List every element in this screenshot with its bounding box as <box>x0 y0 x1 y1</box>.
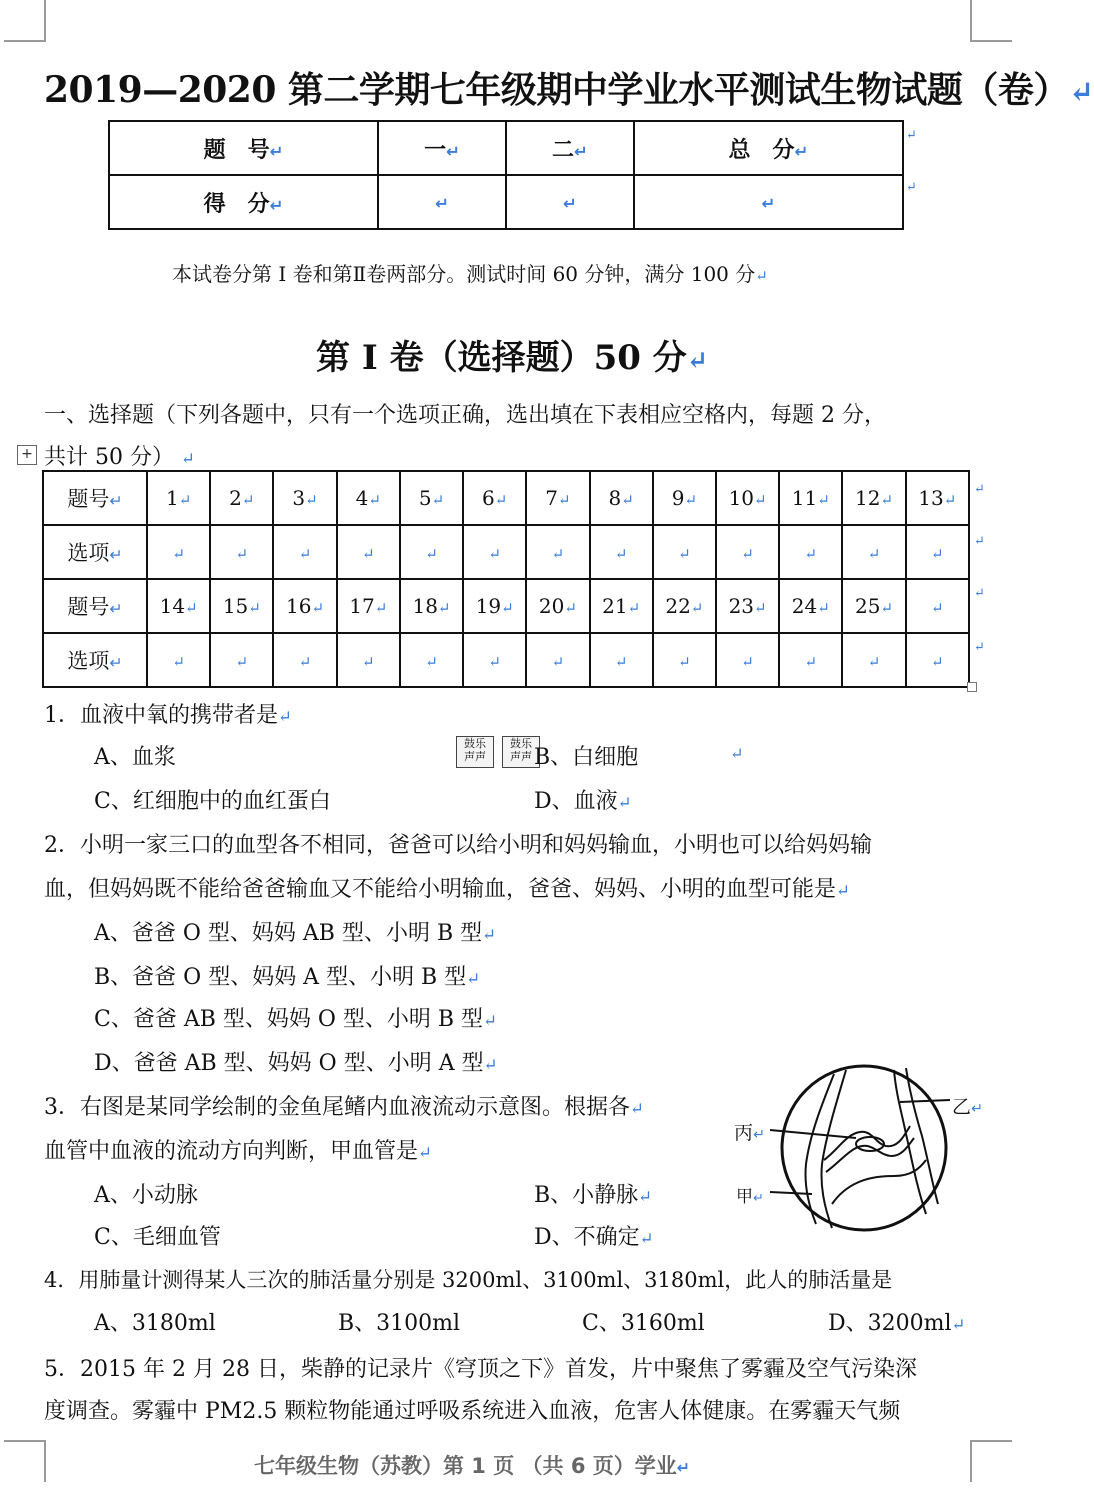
score-value-cell[interactable]: ↵ <box>634 175 903 229</box>
q4-option-a: A、3180ml <box>94 1311 216 1336</box>
row-end-mark: ↵ <box>974 482 985 497</box>
score-header-cell[interactable]: 二↵ <box>506 121 634 175</box>
crop-mark-bottom-right <box>970 1440 1012 1482</box>
capillary-outline <box>826 1138 914 1172</box>
question-2-stem-line1: 2．小明一家三口的血型各不相同，爸爸可以给小明和妈妈输血，小明也可以给妈妈输 <box>44 833 872 858</box>
fish-tail-blood-flow-diagram <box>776 1064 1000 1234</box>
question-number-cell[interactable]: 20↵ <box>526 579 589 633</box>
answer-cell[interactable]: ↵ <box>590 525 653 579</box>
row-end-mark: ↵ <box>974 534 985 549</box>
answer-cell[interactable]: ↵ <box>653 525 716 579</box>
answer-choice-row <box>43 525 969 579</box>
question-2-stem-line2: 血，但妈妈既不能给爸爸输血又不能给小明输血，爸爸、妈妈、小明的血型可能是↵ <box>44 877 850 902</box>
question-number-cell[interactable]: 12↵ <box>842 471 905 525</box>
question-number-cell[interactable]: 15↵ <box>210 579 273 633</box>
question-number-cell[interactable]: 24↵ <box>779 579 842 633</box>
section-instructions-line1: 一、选择题（下列各题中，只有一个选项正确，选出填在下表相应空格内，每题 2 分， <box>44 403 886 428</box>
score-row-label[interactable]: 得 分↵ <box>109 175 378 229</box>
answer-cell[interactable]: ↵ <box>400 525 463 579</box>
diagram-label-jia: 甲↵ <box>736 1187 764 1207</box>
answer-cell[interactable]: ↵ <box>147 525 210 579</box>
answer-cell[interactable]: ↵ <box>716 633 779 687</box>
question-4-stem: 4．用肺量计测得某人三次的肺活量分别是 3200ml、3100ml、3180ml，此人的肺活量是 <box>44 1268 893 1292</box>
answer-cell[interactable]: ↵ <box>842 525 905 579</box>
part-one-heading: 第 I 卷（选择题）50 分↵ <box>316 338 709 378</box>
q1-option-a: A、血浆 <box>94 745 176 770</box>
answer-cell[interactable]: ↵ <box>779 525 842 579</box>
drum-music-widget-icon[interactable]: 鼓乐 声声 <box>502 736 540 768</box>
question-1-stem: 1．血液中氧的携带者是↵ <box>44 703 292 728</box>
q2-option-d: D、爸爸 AB 型、妈妈 O 型、小明 A 型↵ <box>94 1051 498 1076</box>
row-end-mark: ↵ <box>906 180 917 195</box>
diagram-label-yi: 乙↵ <box>952 1096 983 1118</box>
question-number-cell[interactable]: 25↵ <box>842 579 905 633</box>
question-number-cell[interactable]: 4↵ <box>337 471 400 525</box>
question-number-cell[interactable]: 17↵ <box>337 579 400 633</box>
vessel-left-outline <box>805 1074 834 1224</box>
score-table-header-row <box>109 121 903 175</box>
row-end-mark: ↵ <box>906 128 917 143</box>
question-number-cell[interactable]: 14↵ <box>147 579 210 633</box>
question-3-stem-line1: 3．右图是某同学绘制的金鱼尾鳍内血液流动示意图。根据各↵ <box>44 1095 644 1120</box>
table-resize-handle[interactable] <box>967 682 977 692</box>
crop-mark-top-left <box>4 0 46 42</box>
answer-cell[interactable]: ↵ <box>147 633 210 687</box>
question-number-cell[interactable]: 7↵ <box>526 471 589 525</box>
q3-option-a: A、小动脉 <box>94 1183 198 1208</box>
page-footer: 七年级生物（苏教）第 1 页 （共 6 页）学业↵ <box>254 1454 690 1478</box>
answer-row-label[interactable]: 题号↵ <box>43 471 147 525</box>
question-5-stem-line1: 5．2015 年 2 月 28 日，柴静的记录片《穹顶之下》首发，片中聚焦了雾霾及空气污染深 <box>44 1357 917 1382</box>
question-number-cell[interactable]: 19↵ <box>463 579 526 633</box>
q1-option-c: C、红细胞中的血红蛋白 <box>94 789 331 814</box>
answer-cell[interactable]: ↵ <box>716 525 779 579</box>
question-number-cell[interactable]: 1↵ <box>147 471 210 525</box>
question-number-cell[interactable]: 23↵ <box>716 579 779 633</box>
score-value-cell[interactable]: ↵ <box>506 175 634 229</box>
vessel-branch-outline <box>832 1160 926 1204</box>
score-value-cell[interactable]: ↵ <box>378 175 506 229</box>
answer-row-label[interactable]: 选项↵ <box>43 633 147 687</box>
table-move-handle-icon[interactable]: + <box>17 445 37 465</box>
answer-cell[interactable]: ↵ <box>653 633 716 687</box>
question-number-cell[interactable]: 8↵ <box>590 471 653 525</box>
crop-mark-top-right <box>970 0 1012 42</box>
answer-row-label[interactable]: 选项↵ <box>43 525 147 579</box>
answer-number-row <box>43 471 969 525</box>
answer-cell[interactable]: ↵ <box>590 633 653 687</box>
blood-vessel-drawing <box>776 1064 1000 1234</box>
q3-option-b: B、小静脉↵ <box>534 1183 652 1208</box>
answer-cell[interactable]: ↵ <box>526 525 589 579</box>
question-3-stem-line2: 血管中血液的流动方向判断，甲血管是↵ <box>44 1139 432 1164</box>
question-number-cell[interactable]: 6↵ <box>463 471 526 525</box>
label-leader-jia <box>770 1192 812 1194</box>
microscope-field-circle <box>782 1066 946 1230</box>
question-number-cell[interactable]: 3↵ <box>273 471 336 525</box>
paragraph-mark: ↵ <box>730 744 744 763</box>
q2-option-b: B、爸爸 O 型、妈妈 A 型、小明 B 型↵ <box>94 965 481 990</box>
document-title <box>44 62 1094 113</box>
score-header-cell[interactable]: 总 分↵ <box>634 121 903 175</box>
q2-option-a: A、爸爸 O 型、妈妈 AB 型、小明 B 型↵ <box>94 921 496 946</box>
paragraph-mark: ↵ <box>1068 75 1094 110</box>
q1-option-d: D、血液↵ <box>534 789 632 814</box>
answer-cell[interactable]: ↵ <box>337 633 400 687</box>
answer-cell[interactable]: ↵ <box>400 633 463 687</box>
answer-number-row <box>43 579 969 633</box>
document-title-text: 2019—2020 第二学期七年级期中学业水平测试生物试题（卷） <box>44 69 1069 111</box>
vessel-left-outline <box>821 1070 846 1228</box>
answer-cell[interactable]: ↵ <box>906 633 969 687</box>
drum-music-widget-icon[interactable]: 鼓乐 声声 <box>456 736 494 768</box>
score-header-cell[interactable]: 题 号↵ <box>109 121 378 175</box>
q3-option-d: D、不确定↵ <box>534 1225 654 1250</box>
question-number-cell[interactable]: ↵ <box>906 579 969 633</box>
diagram-label-bing: 丙↵ <box>734 1122 765 1144</box>
answer-cell[interactable]: ↵ <box>210 633 273 687</box>
label-leader-yi <box>900 1100 950 1102</box>
question-number-cell[interactable]: 2↵ <box>210 471 273 525</box>
score-table-value-row <box>109 175 903 229</box>
crop-mark-bottom-left <box>4 1440 46 1482</box>
question-5-stem-line2: 度调查。雾霾中 PM2.5 颗粒物能通过呼吸系统进入血液，危害人体健康。在雾霾天气频 <box>44 1399 901 1424</box>
answer-cell[interactable]: ↵ <box>842 633 905 687</box>
answer-cell[interactable]: ↵ <box>526 633 589 687</box>
q1-option-b: B、白细胞 <box>534 745 639 770</box>
row-end-mark: ↵ <box>974 586 985 601</box>
q4-option-c: C、3160ml <box>582 1311 705 1336</box>
question-number-cell[interactable]: 21↵ <box>590 579 653 633</box>
q2-option-c: C、爸爸 AB 型、妈妈 O 型、小明 B 型↵ <box>94 1007 497 1032</box>
score-table <box>108 120 904 230</box>
question-number-cell[interactable]: 9↵ <box>653 471 716 525</box>
section-instructions-line2: 共计 50 分） ↵ <box>44 445 195 470</box>
exam-intro: 本试卷分第 I 卷和第Ⅱ卷两部分。测试时间 60 分钟，满分 100 分↵ <box>172 262 768 286</box>
q4-option-d: D、3200ml↵ <box>828 1311 966 1336</box>
answer-choice-row <box>43 633 969 687</box>
question-number-cell[interactable]: 5↵ <box>400 471 463 525</box>
answer-cell[interactable]: ↵ <box>779 633 842 687</box>
q4-option-b: B、3100ml <box>338 1311 461 1336</box>
question-number-cell[interactable]: 18↵ <box>400 579 463 633</box>
question-number-cell[interactable]: 10↵ <box>716 471 779 525</box>
question-number-cell[interactable]: 13↵ <box>906 471 969 525</box>
question-number-cell[interactable]: 11↵ <box>779 471 842 525</box>
q3-option-c: C、毛细血管 <box>94 1225 221 1250</box>
answer-cell[interactable]: ↵ <box>273 633 336 687</box>
answer-cell[interactable]: ↵ <box>906 525 969 579</box>
answer-row-label[interactable]: 题号↵ <box>43 579 147 633</box>
answer-cell[interactable]: ↵ <box>463 525 526 579</box>
answer-cell[interactable]: ↵ <box>210 525 273 579</box>
answer-table <box>42 470 970 688</box>
question-number-cell[interactable]: 22↵ <box>653 579 716 633</box>
answer-cell[interactable]: ↵ <box>337 525 400 579</box>
answer-cell[interactable]: ↵ <box>273 525 336 579</box>
score-header-cell[interactable]: 一↵ <box>378 121 506 175</box>
row-end-mark: ↵ <box>974 640 985 655</box>
answer-cell[interactable]: ↵ <box>463 633 526 687</box>
question-number-cell[interactable]: 16↵ <box>273 579 336 633</box>
